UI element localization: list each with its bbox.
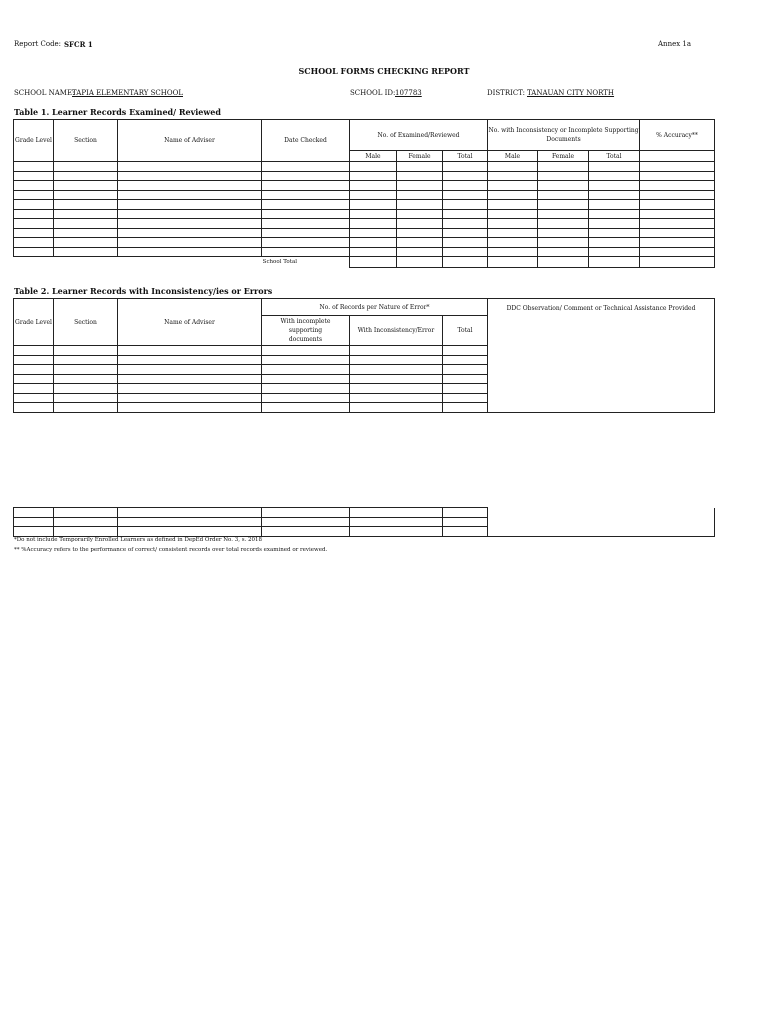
table-cell [488,228,538,238]
school-name-label: SCHOOL NAME: [14,89,75,97]
table-cell [397,228,443,238]
table-cell [640,162,715,172]
t2-header-grade: Grade Level [14,299,54,346]
table-cell [118,162,262,172]
table-cell [118,517,262,527]
table-cell [443,346,488,356]
table-cell [397,247,443,257]
table-cell [118,393,262,403]
table-cell [350,346,443,356]
table-cell [443,355,488,365]
table-cell [538,200,589,210]
table1-caption: Table 1. Learner Records Examined/ Reviewed [14,107,221,117]
table-cell [589,181,640,191]
table-cell [350,384,443,394]
table-cell [640,238,715,248]
table-cell [14,365,54,375]
table-cell [488,238,538,248]
t2-sub-incomplete: With incomplete supporting documents [262,316,350,346]
table-cell [14,162,54,172]
table-cell [589,228,640,238]
table-cell [640,171,715,181]
table-cell [397,181,443,191]
table-cell [350,508,443,518]
table-cell [350,393,443,403]
table2-caption: Table 2. Learner Records with Inconsistency/ies or Errors [14,286,273,296]
table-cell [443,517,488,527]
table-cell [54,190,118,200]
table-cell [118,346,262,356]
table-cell [118,200,262,210]
table-cell [262,508,350,518]
table-cell [443,209,488,219]
table-cell [118,374,262,384]
table-cell [118,181,262,191]
table-cell [118,508,262,518]
table-cell [54,171,118,181]
table-cell [350,517,443,527]
table-cell [589,162,640,172]
table-cell [397,209,443,219]
annex-label: Annex 1a [658,40,692,48]
t1-header-section: Section [54,120,118,162]
table-row [14,200,715,210]
table-cell [262,355,350,365]
table-row [14,209,715,219]
table-row [14,238,715,248]
table-row [14,190,715,200]
table-cell [589,238,640,248]
table-cell [488,247,538,257]
table-cell [443,219,488,229]
table-cell [14,508,54,518]
t1-total-cell [589,257,640,268]
table-cell [443,384,488,394]
table-cell [589,190,640,200]
t1-sub-female-2: Female [538,151,589,162]
table-cell [350,355,443,365]
table-cell [118,247,262,257]
table-row [14,247,715,257]
table-cell [589,200,640,210]
table-cell [350,200,397,210]
table-cell [54,219,118,229]
table-cell [350,190,397,200]
table-cell [350,403,443,413]
t2-header-adviser: Name of Adviser [118,299,262,346]
table-cell [262,190,350,200]
t1-header-examined: No. of Examined/Reviewed [350,120,488,151]
table-cell [538,190,589,200]
table-cell [118,171,262,181]
table-cell [538,219,589,229]
table-cell [589,247,640,257]
table-cell [262,200,350,210]
table-cell [640,200,715,210]
table-cell [14,527,54,537]
table-cell [488,209,538,219]
table-cell [118,228,262,238]
table-cell [14,171,54,181]
table-cell [350,527,443,537]
table-cell [54,200,118,210]
table-cell [262,384,350,394]
table-cell [54,355,118,365]
table-cell [443,247,488,257]
observation-area [488,346,715,413]
table-cell [488,200,538,210]
table-cell [443,374,488,384]
footnote-2: ** %Accuracy refers to the performance of correct/ consistent records over total records examined or reviewed. [14,547,328,553]
t1-sub-female: Female [397,151,443,162]
table-cell [14,209,54,219]
table-cell [350,365,443,375]
t2-sub-total: Total [443,316,488,346]
records-errors-table [13,298,715,413]
table-cell [488,171,538,181]
t1-school-total-label: School Total [262,259,297,266]
table-cell [443,403,488,413]
table-row [14,346,715,356]
t2-sub-inconsistency: With Inconsistency/Error [350,316,443,346]
t2-header-nature: No. of Records per Nature of Error* [262,299,488,316]
table-cell [640,190,715,200]
table-cell [14,393,54,403]
table-cell [640,247,715,257]
table-cell [589,171,640,181]
table-cell [443,181,488,191]
t1-header-adviser: Name of Adviser [118,120,262,162]
table-cell [54,247,118,257]
table-cell [54,365,118,375]
table-cell [14,200,54,210]
table-cell [443,171,488,181]
table-cell [14,219,54,229]
table-cell [538,238,589,248]
t1-sub-total-2: Total [589,151,640,162]
table-cell [54,384,118,394]
table-cell [14,247,54,257]
table-cell [54,238,118,248]
table-cell [538,171,589,181]
table-cell [262,162,350,172]
t1-header-accuracy: % Accuracy** [640,120,715,151]
table-cell [262,346,350,356]
table-cell [640,181,715,191]
table-cell [54,228,118,238]
footnote-1: *Do not include Temporarily Enrolled Learners as defined in DepEd Order No. 3, s. 2018 [14,537,263,543]
table-cell [443,365,488,375]
t1-total-cell [397,257,443,268]
table-cell [54,162,118,172]
table-cell [262,247,350,257]
t1-header-inconsistency: No. with Inconsistency or Incomplete Supporting Documents [488,120,640,151]
observation-box: DDC Observation/ Comment or Technical Assistance Provided [488,299,715,346]
report-code-value: SFCR 1 [64,40,93,49]
t2-header-section: Section [54,299,118,346]
report-code-label: Report Code: [14,40,62,48]
t1-header-grade: Grade Level [14,120,54,162]
table-cell [538,181,589,191]
t1-sub-blank [640,151,715,162]
table-cell [262,209,350,219]
table-cell [54,346,118,356]
table-cell [54,527,118,537]
table-cell [262,517,350,527]
table-cell [443,393,488,403]
table-cell [640,209,715,219]
observation-area [488,508,715,537]
table-row [14,228,715,238]
table-cell [262,393,350,403]
table-cell [350,219,397,229]
table-cell [397,171,443,181]
table-cell [54,374,118,384]
t1-total-cell [350,257,397,268]
table-cell [397,219,443,229]
table-cell [262,181,350,191]
table-cell [262,238,350,248]
table-cell [443,508,488,518]
t1-sub-total: Total [443,151,488,162]
table-cell [54,508,118,518]
table-cell [118,238,262,248]
table-cell [350,238,397,248]
table-cell [262,403,350,413]
table-cell [14,403,54,413]
table-cell [350,162,397,172]
table-cell [538,247,589,257]
table-cell [14,355,54,365]
t1-total-cell [538,257,589,268]
table-cell [443,190,488,200]
table-cell [589,209,640,219]
table-cell [397,162,443,172]
table-cell [118,219,262,229]
table-cell [397,238,443,248]
table-cell [397,190,443,200]
table-cell [350,171,397,181]
table-cell [262,228,350,238]
table-cell [14,190,54,200]
table-cell [443,228,488,238]
table-cell [350,247,397,257]
table-row [14,181,715,191]
table-cell [14,384,54,394]
table-cell [118,384,262,394]
table-cell [443,527,488,537]
table-cell [262,374,350,384]
table-cell [488,162,538,172]
t1-total-cell [640,257,715,268]
table-row [14,508,715,518]
t1-header-date: Date Checked [262,120,350,162]
table-cell [118,527,262,537]
table-cell [589,219,640,229]
table-row [14,162,715,172]
table-cell [350,228,397,238]
table-cell [14,228,54,238]
table-cell [350,374,443,384]
table-cell [640,219,715,229]
records-errors-table-cont [13,507,715,537]
table-cell [54,403,118,413]
table-row [14,219,715,229]
records-examined-table [13,119,715,268]
table-cell [443,162,488,172]
table-cell [54,517,118,527]
table-cell [488,190,538,200]
table-cell [118,355,262,365]
table-cell [538,228,589,238]
district-value: TANAUAN CITY NORTH [527,89,615,97]
table-cell [262,219,350,229]
table-cell [538,209,589,219]
table-cell [350,209,397,219]
school-id-label: SCHOOL ID: [350,89,396,97]
table-cell [118,190,262,200]
t1-sub-male-2: Male [488,151,538,162]
table-cell [262,171,350,181]
table-cell [54,393,118,403]
page-title: SCHOOL FORMS CHECKING REPORT [298,66,470,76]
table-cell [14,238,54,248]
school-name-value: TAPIA ELEMENTARY SCHOOL [72,89,183,97]
table-cell [262,527,350,537]
table-cell [14,181,54,191]
school-id-value: 107783 [395,89,422,97]
table-cell [488,219,538,229]
table-cell [14,517,54,527]
table-cell [443,238,488,248]
table-cell [14,374,54,384]
table-cell [118,209,262,219]
table-cell [538,162,589,172]
district-label: DISTRICT: [487,89,526,97]
table-cell [350,181,397,191]
t1-sub-male: Male [350,151,397,162]
table-cell [118,365,262,375]
t1-total-cell [443,257,488,268]
table-cell [488,181,538,191]
table-cell [54,181,118,191]
table-cell [443,200,488,210]
t1-total-cell [488,257,538,268]
table-cell [14,346,54,356]
table-cell [118,403,262,413]
table-cell [262,365,350,375]
table-cell [397,200,443,210]
table-cell [640,228,715,238]
table-cell [54,209,118,219]
table-row [14,171,715,181]
